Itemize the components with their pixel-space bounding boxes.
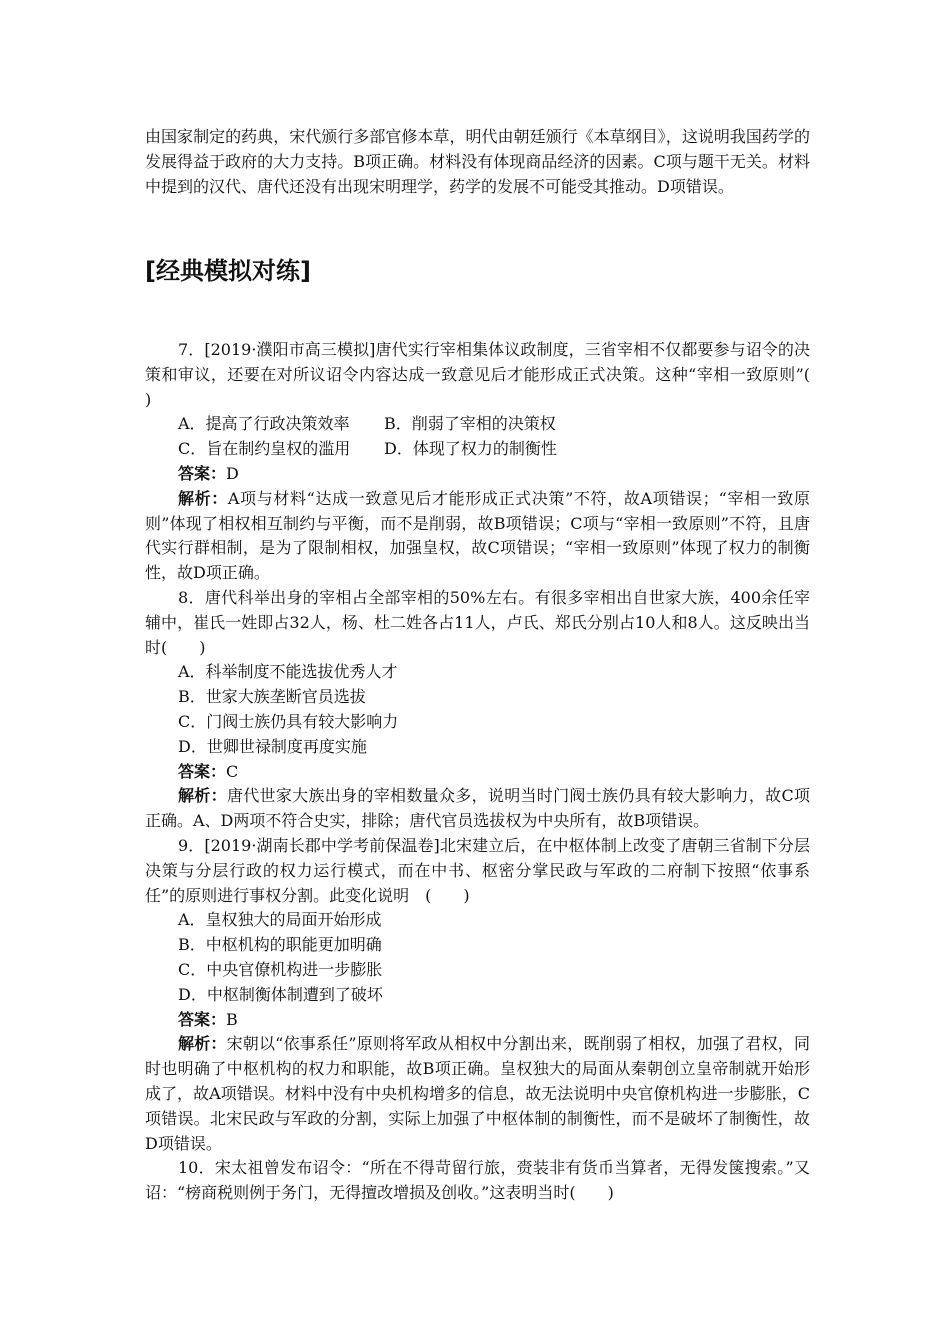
- answer-label: 答案：: [178, 1009, 227, 1029]
- analysis-paragraph: [145, 1032, 810, 1156]
- analysis-paragraph: [145, 487, 810, 586]
- intro-block: [145, 125, 810, 199]
- question-7: [145, 338, 843, 586]
- option-b: B．世家大族垄断官员选拔: [178, 687, 366, 707]
- question-8: [145, 586, 810, 834]
- answer-line: [145, 462, 810, 487]
- option-d: D．中枢制衡体制遭到了破坏: [178, 984, 383, 1004]
- option-row: [145, 412, 810, 437]
- answer-value: B: [226, 1009, 238, 1029]
- section-heading-block: [145, 256, 810, 286]
- answer-value: C: [226, 761, 239, 781]
- option-row: [145, 437, 810, 462]
- analysis-label: 解析：: [178, 488, 228, 508]
- option-b: B．削弱了宰相的决策权: [384, 414, 556, 434]
- question-stem: 7．[2019·濮阳市高三模拟]唐代实行宰相集体议政制度，三省宰相不仅都要参与诏令的决策和审议，还要在对所议诏令内容达成一致意见后才能形成正式决策。这种“宰相一致原则”( ): [145, 340, 843, 409]
- analysis-paragraph: [145, 784, 810, 834]
- question-9: [145, 834, 810, 1156]
- section-title: [经典模拟对练]: [145, 257, 311, 285]
- analysis-text: A项与材料“达成一致意见后才能形成正式决策”不符，故A项错误；“宰相一致原则”体现了相权相互制约与平衡，而不是削弱，故B项错误；C项与“宰相一致原则”不符，且唐代实行群相制，是为了限制相权，加强皇权，故C项错误；“宰相一致原则”体现了权力的制衡性，故D项正确。: [145, 488, 810, 583]
- option-b: B．中枢机构的职能更加明确: [178, 935, 382, 955]
- answer-label: 答案：: [178, 761, 227, 781]
- option-c: C．中央官僚机构进一步膨胀: [178, 959, 383, 979]
- answer-value: D: [226, 463, 239, 483]
- option-a: A．提高了行政决策效率: [178, 414, 350, 434]
- answer-line: [145, 760, 810, 785]
- analysis-label: 解析：: [178, 786, 227, 806]
- answer-label: 答案：: [178, 463, 227, 483]
- option-d: D．体现了权力的制衡性: [384, 439, 557, 459]
- answer-line: [145, 1008, 810, 1033]
- analysis-label: 解析：: [178, 1034, 227, 1054]
- question-stem: 10．宋太祖曾发布诏令：“所在不得苛留行旅，赍装非有货币当算者，无得发箧搜索。”又诏：“榜商税则例于务门，无得擅改增损及创收。”这表明当时( ): [145, 1158, 810, 1202]
- question-10: [145, 1156, 810, 1206]
- option-a: A．皇权独大的局面开始形成: [178, 910, 382, 930]
- option-d: D．世卿世禄制度再度实施: [178, 736, 367, 756]
- option-a: A．科举制度不能选拔优秀人才: [178, 662, 398, 682]
- analysis-text: 宋朝以“依事系任”原则将军政从相权中分割出来，既削弱了相权，加强了君权，同时也明确了中枢机构的权力和职能，故B项正确。皇权独大的局面从秦朝创立皇帝制就开始形成了，故A项错误。材料中没有中央机构增多的信息，故无法说明中央官僚机构进一步膨胀，C项错误。北宋民政与军政的分割，实际上加强了中枢体制的制衡性，而不是破坏了制衡性，故D项错误。: [145, 1034, 810, 1153]
- option-c: C．门阀士族仍具有较大影响力: [178, 711, 399, 731]
- question-stem: 9．[2019·湖南长郡中学考前保温卷]北宋建立后，在中枢体制上改变了唐朝三省制下分层决策与分层行政的权力运行模式，而在中书、枢密分掌民政与军政的二府制下按照“依事系任”的原则进行事权分割。此变化说明 ( ): [145, 836, 810, 905]
- analysis-text: 唐代世家大族出身的宰相数量众多，说明当时门阀士族仍具有较大影响力，故C项正确。A、D两项不符合史实，排除；唐代官员选拔权为中央所有，故B项错误。: [145, 786, 810, 831]
- option-c: C．旨在制约皇权的滥用: [178, 439, 351, 459]
- intro-paragraph: 由国家制定的药典，宋代颁行多部官修本草，明代由朝廷颁行《本草纲目》，这说明我国药学的发展得益于政府的大力支持。B项正确。材料没有体现商品经济的因素。C项与题干无关。材料中提到的汉代、唐代还没有出现宋明理学，药学的发展不可能受其推动。D项错误。: [145, 127, 810, 196]
- question-stem: 8．唐代科举出身的宰相占全部宰相的50%左右。有很多宰相出自世家大族，400余任宰辅中，崔氏一姓即占32人，杨、杜二姓各占11人，卢氏、郑氏分别占10人和8人。这反映出当时( ): [145, 588, 810, 657]
